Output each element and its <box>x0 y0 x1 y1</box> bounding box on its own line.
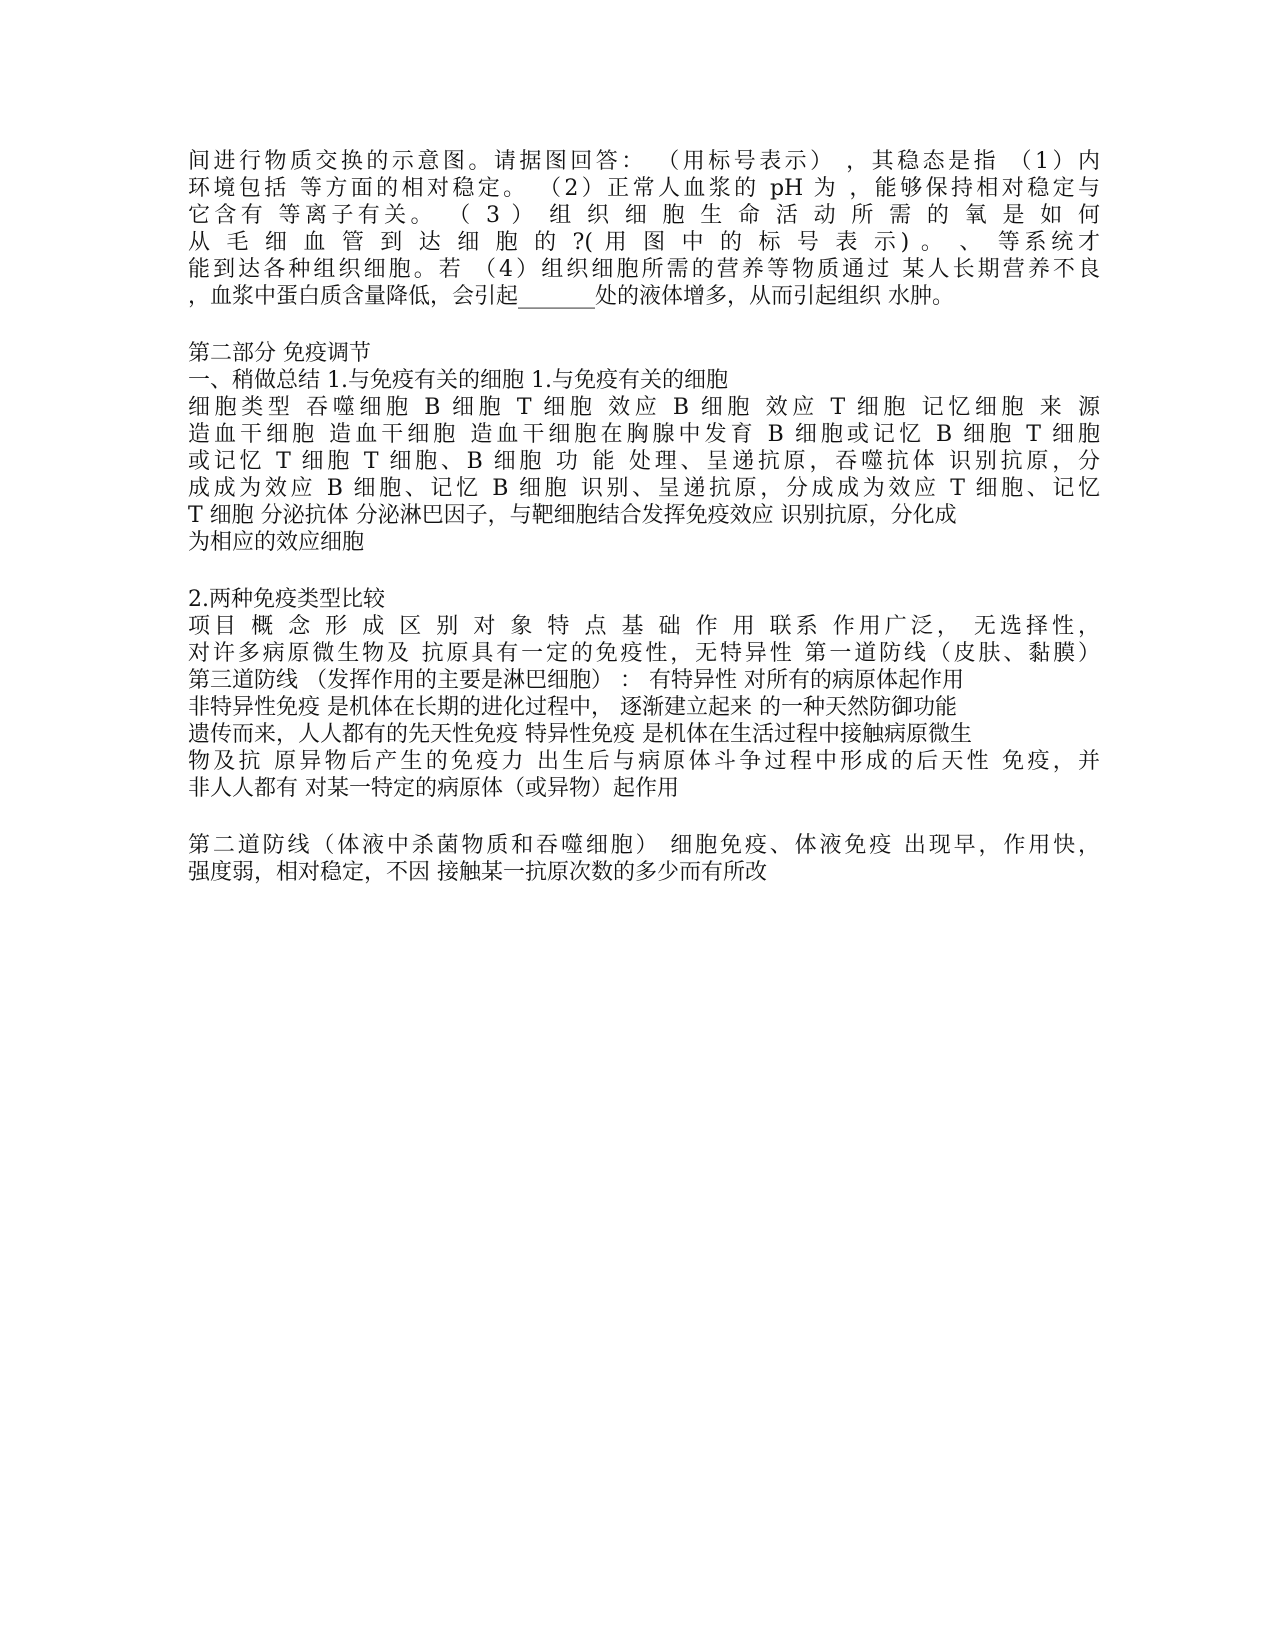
text-line: 细胞类型 吞噬细胞 B 细胞 T 细胞 效应 B 细胞 效应 T 细胞 记忆细胞 来 源 <box>188 395 1100 420</box>
text-line: 第二道防线（体液中杀菌物质和吞噬细胞） 细胞免疫、体液免疫 出现早，作用快， <box>188 833 1100 858</box>
text-line: 2.两种免疫类型比较 <box>188 587 385 612</box>
text-line: 物及抗 原异物后产生的免疫力 出生后与病原体斗争过程中形成的后天性 免疫，并 <box>188 749 1100 774</box>
paragraph-gap <box>188 556 1100 586</box>
text-line: 间进行物质交换的示意图。请据图回答： （用标号表示） ，其稳态是指 （1）内 <box>188 149 1100 174</box>
text-line: T 细胞 分泌抗体 分泌淋巴因子，与靶细胞结合发挥免疫效应 识别抗原，分化成 <box>188 503 957 528</box>
text-line: ，血浆中蛋白质含量降低，会引起_______处的液体增多，从而引起组织 水肿。 <box>188 284 954 309</box>
text-line: 成成为效应 B 细胞、记忆 B 细胞 识别、呈递抗原，分成成为效应 T 细胞、记忆 <box>188 476 1100 501</box>
paragraph-gap <box>188 802 1100 832</box>
document-body <box>188 148 1100 886</box>
text-line: 从 毛 细 血 管 到 达 细 胞 的 ?( 用 图 中 的 标 号 表 示) 。 、 等系统才 <box>188 230 1100 255</box>
text-line: 一、稍做总结 1.与免疫有关的细胞 1.与免疫有关的细胞 <box>188 368 728 393</box>
paragraph-inner-environment-question <box>188 148 1100 310</box>
paragraph-immunity-types-comparison <box>188 586 1100 802</box>
text-line: 非人人都有 对某一特定的病原体（或异物）起作用 <box>188 776 679 801</box>
text-line: 非特异性免疫 是机体在长期的进化过程中， 逐渐建立起来 的一种天然防御功能 <box>188 695 957 720</box>
paragraph-immunity-cells-summary <box>188 340 1100 556</box>
text-line: 环境包括 等方面的相对稳定。 （2）正常人血浆的 pH 为 ，能够保持相对稳定与 <box>188 176 1100 201</box>
text-line: 为相应的效应细胞 <box>188 530 365 555</box>
paragraph-gap <box>188 310 1100 340</box>
paragraph-second-line-defense <box>188 832 1100 886</box>
text-line: 或记忆 T 细胞 T 细胞、B 细胞 功 能 处理、呈递抗原，吞噬抗体 识别抗原，分 <box>188 449 1100 474</box>
text-line: 它含有 等离子有关。 （ 3 ） 组 织 细 胞 生 命 活 动 所 需 的 氧 是 如 何 <box>188 203 1100 228</box>
text-line: 第三道防线 （发挥作用的主要是淋巴细胞） ： 有特异性 对所有的病原体起作用 <box>188 668 964 693</box>
text-line: 强度弱，相对稳定，不因 接触某一抗原次数的多少而有所改 <box>188 860 767 885</box>
text-line: 对许多病原微生物及 抗原具有一定的免疫性，无特异性 第一道防线（皮肤、黏膜） <box>188 641 1100 666</box>
text-line: 项目 概 念 形 成 区 别 对 象 特 点 基 础 作 用 联系 作用广泛， 无选择性， <box>188 614 1100 639</box>
text-line: 遗传而来，人人都有的先天性免疫 特异性免疫 是机体在生活过程中接触病原微生 <box>188 722 972 747</box>
text-line: 第二部分 免疫调节 <box>188 341 371 366</box>
text-line: 造血干细胞 造血干细胞 造血干细胞在胸腺中发育 B 细胞或记忆 B 细胞 T 细胞 <box>188 422 1100 447</box>
text-line: 能到达各种组织细胞。若 （4）组织细胞所需的营养等物质通过 某人长期营养不良 <box>188 257 1100 282</box>
